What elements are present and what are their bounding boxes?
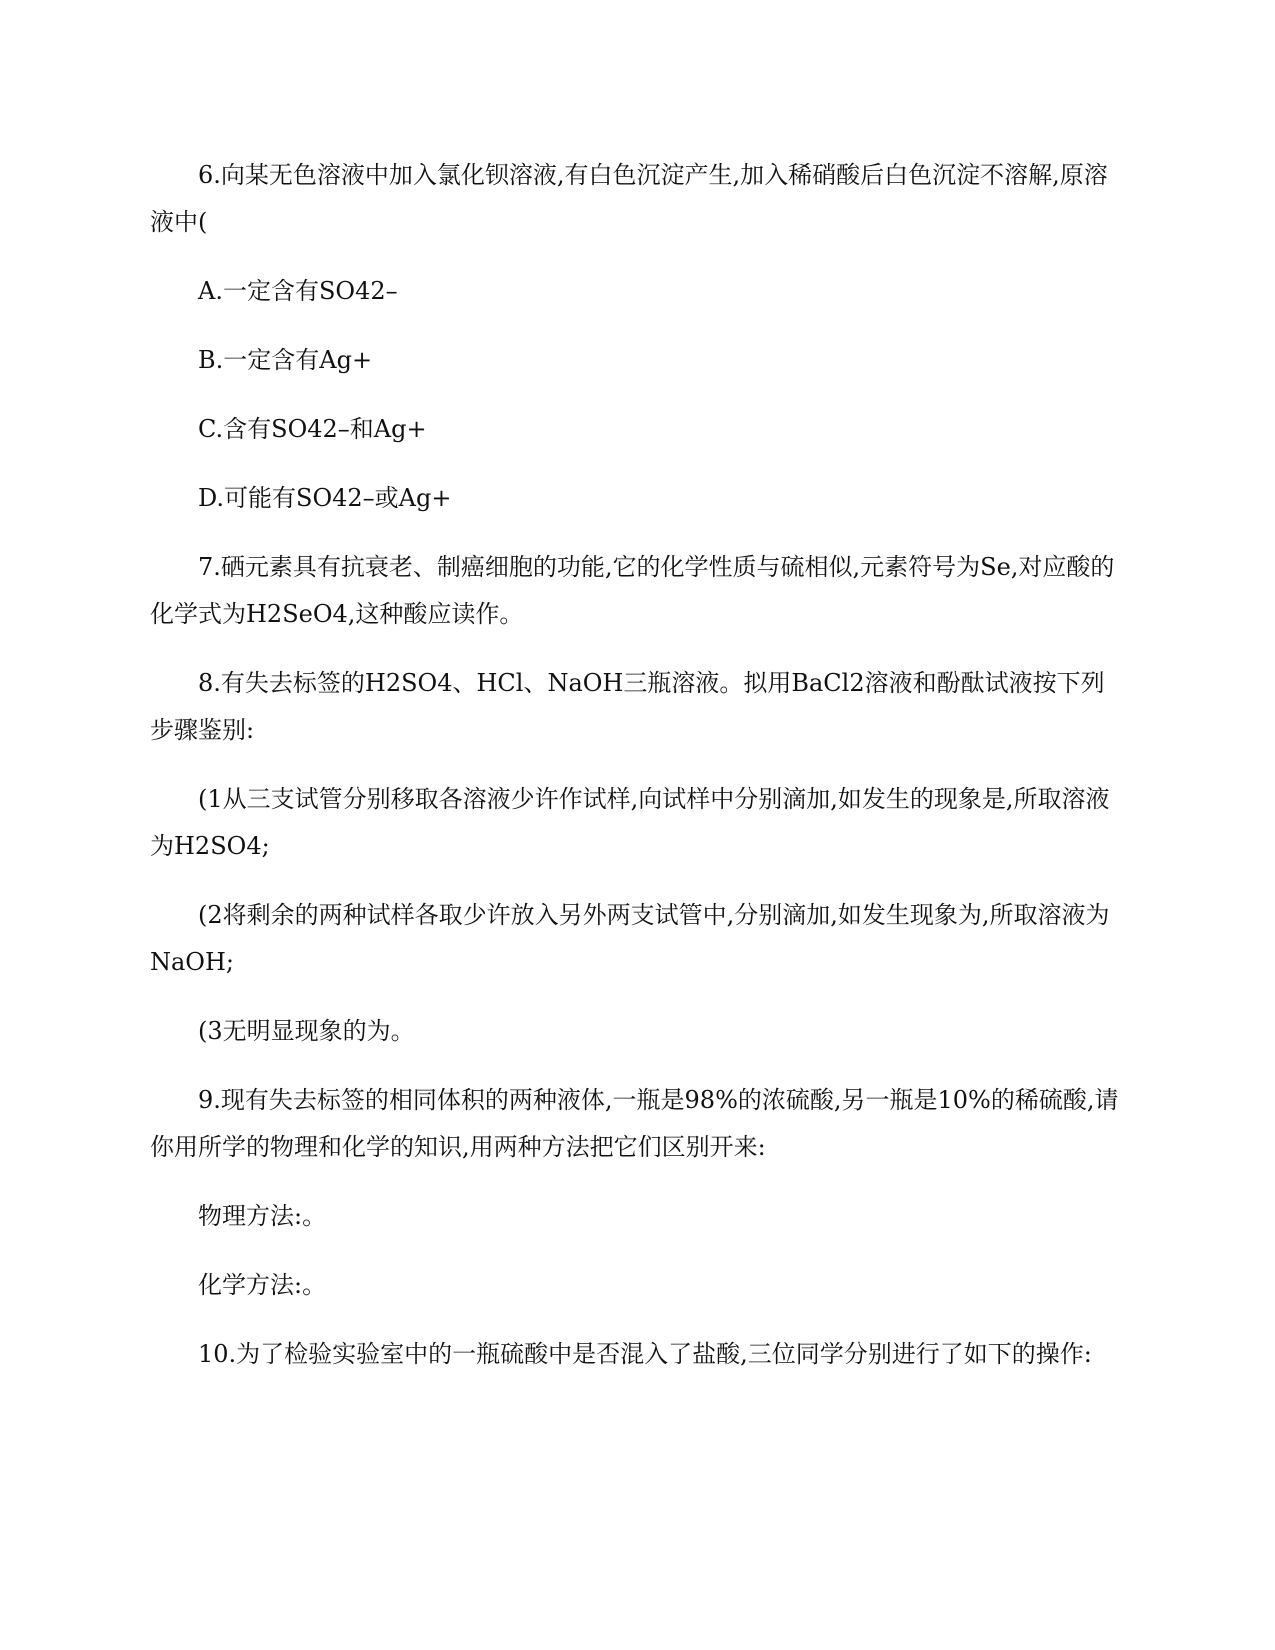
document-body [150, 152, 1125, 1400]
question-8-stem: 8.有失去标签的H2SO4、HCl、NaOH三瓶溶液。拟用BaCl2溶液和酚酞试液按下列步骤鉴别: [150, 669, 1105, 744]
question-6-option-a: A.一定含有SO42– [198, 277, 398, 305]
question-9-stem: 9.现有失去标签的相同体积的两种液体,一瓶是98%的浓硫酸,另一瓶是10%的稀硫酸,请你用所学的物理和化学的知识,用两种方法把它们区别开来: [150, 1086, 1119, 1161]
question-8-step-3: (3无明显现象的为。 [198, 1017, 415, 1045]
question-9-physical-method: 物理方法:。 [198, 1202, 327, 1230]
question-6-option-c: C.含有SO42–和Ag+ [198, 415, 427, 443]
question-6-stem: 6.向某无色溶液中加入氯化钡溶液,有白色沉淀产生,加入稀硝酸后白色沉淀不溶解,原溶液中( [150, 161, 1108, 236]
question-10-stem: 10.为了检验实验室中的一瓶硫酸中是否混入了盐酸,三位同学分别进行了如下的操作: [198, 1340, 1092, 1368]
question-9-chemical-method: 化学方法:。 [198, 1271, 327, 1299]
question-6-option-b: B.一定含有Ag+ [198, 346, 373, 374]
question-8-step-1: (1从三支试管分别移取各溶液少许作试样,向试样中分别滴加,如发生的现象是,所取溶液为H2SO4; [150, 785, 1110, 860]
question-7: 7.硒元素具有抗衰老、制癌细胞的功能,它的化学性质与硫相似,元素符号为Se,对应酸的化学式为H2SeO4,这种酸应读作。 [150, 553, 1115, 628]
question-8-step-2: (2将剩余的两种试样各取少许放入另外两支试管中,分别滴加,如发生现象为,所取溶液为NaOH; [150, 901, 1110, 976]
question-6-option-d: D.可能有SO42–或Ag+ [198, 484, 452, 512]
